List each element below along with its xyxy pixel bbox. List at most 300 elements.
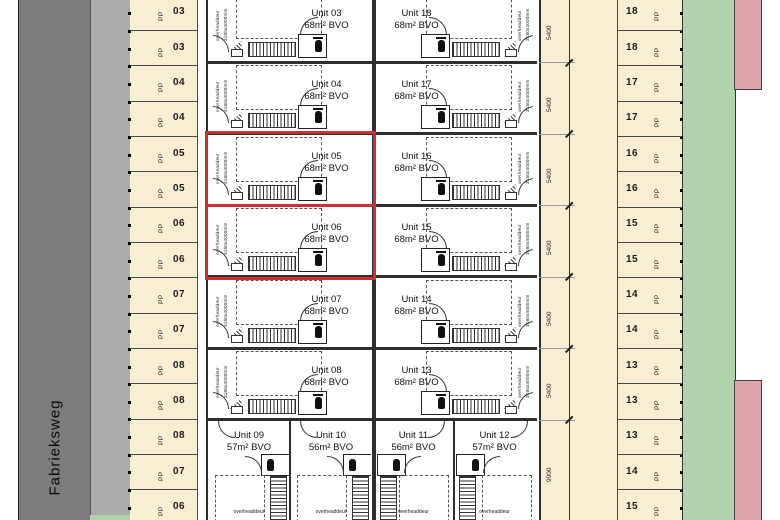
toilet-glyph (315, 111, 322, 123)
unit-area: 68m² BVO (394, 19, 439, 31)
parking-space (617, 215, 682, 233)
door-size-text: 3180x4000mm (222, 222, 228, 255)
dimension-label: 5400 (546, 240, 553, 255)
pp-label: PP (158, 470, 165, 481)
unit-area: 68m² BVO (304, 234, 349, 246)
unit-area: 56m² BVO (308, 441, 354, 453)
stair-icon (452, 113, 500, 128)
unit-name: Unit 05 (311, 150, 342, 162)
meter-box-icon (505, 406, 517, 414)
unit-name: Unit 13 (401, 365, 432, 376)
door-opening (533, 391, 536, 409)
toilet-tank-glyph (313, 37, 323, 39)
door-size-text: 3180x4000mm (524, 7, 530, 41)
dimension-label: 5400 (546, 311, 553, 327)
parking-space (617, 39, 682, 57)
door-size-text: 3180x4000mm (524, 150, 530, 184)
unit-area: 68m² BVO (304, 377, 349, 389)
parking-number: 13 (625, 430, 639, 442)
unit-cell[interactable] (210, 420, 289, 520)
unit-cell[interactable] (376, 62, 536, 134)
unit-label (288, 294, 366, 319)
overheaddeur-text: overheaddeur (516, 9, 522, 41)
door-opening (533, 177, 536, 195)
dimension-label: 9000 (546, 467, 553, 482)
overheaddeur-text: overheaddeur (214, 152, 220, 184)
green-strip (682, 0, 736, 520)
parking-divider (130, 383, 197, 384)
unit-area: 68m² BVO (304, 91, 349, 103)
parking-number: 04 (172, 112, 186, 124)
highlight-divider (205, 204, 376, 207)
unit-name: Unit 08 (311, 365, 342, 376)
door-opening (210, 320, 213, 338)
pp-label: PP (158, 223, 165, 234)
pp-label: PP (654, 364, 661, 375)
overheaddeur-label (516, 0, 532, 41)
parking-space (130, 463, 197, 481)
unit-name: Unit 03 (311, 7, 342, 19)
toilet-glyph (349, 459, 356, 471)
unit-area: 57m² BVO (226, 441, 272, 453)
parking-number: 06 (172, 253, 186, 265)
door-opening (210, 34, 213, 52)
door-size-text: 3180x4000mm (222, 7, 228, 41)
unit-label (376, 430, 452, 455)
pp-label: PP (654, 46, 661, 57)
toilet-tank-glyph (436, 323, 446, 325)
door-size-text: 3180x4000mm (524, 222, 530, 255)
parking-space (130, 321, 197, 339)
parking-number: 07 (172, 324, 186, 336)
parking-number: 08 (172, 394, 186, 406)
unit-name: Unit 04 (311, 79, 342, 90)
unit-name: Unit 12 (479, 429, 510, 441)
overheaddeur-text: overheaddeur (214, 367, 220, 398)
parking-divider (617, 454, 682, 455)
pp-label: PP (654, 223, 661, 234)
wc-icon (421, 177, 450, 201)
parking-number: 15 (625, 500, 639, 512)
parking-divider (130, 489, 197, 490)
unit-name: Unit 15 (401, 222, 432, 233)
door-size-text: 3180x4000mm (524, 365, 530, 398)
unit-cell[interactable] (210, 277, 372, 349)
parking-number: 04 (172, 76, 186, 88)
meter-box-icon (231, 406, 243, 414)
unit-name: Unit 17 (401, 79, 432, 90)
stair-icon (452, 256, 500, 271)
parking-divider (617, 383, 682, 384)
parking-divider (130, 136, 197, 137)
unit-label (378, 222, 456, 247)
overheaddeur-label: overheaddeur (233, 508, 265, 515)
overheaddeur-text: overheaddeur (214, 224, 220, 255)
pp-label: PP (654, 506, 661, 516)
unit-name: Unit 18 (401, 7, 432, 19)
parking-space (617, 3, 682, 21)
toilet-glyph (438, 183, 445, 195)
overheaddeur-text: overheaddeur (214, 9, 220, 41)
wc-icon (456, 454, 485, 476)
unit-cell[interactable] (210, 348, 372, 420)
pp-label: PP (654, 470, 661, 481)
unit-area: 68m² BVO (304, 305, 349, 317)
parking-divider (130, 65, 197, 66)
street-name: Fabrieksweg (46, 398, 64, 496)
unit-label (378, 79, 456, 104)
door-opening (210, 391, 213, 409)
toilet-tank-glyph (436, 108, 446, 110)
parking-divider (617, 65, 682, 66)
toilet-glyph (393, 459, 400, 471)
unit-cell[interactable] (376, 205, 536, 277)
overheaddeur-label (516, 207, 532, 255)
door-size-text: 3180x4000mm (222, 365, 228, 398)
unit-label (378, 365, 456, 390)
parking-number: 03 (172, 6, 186, 18)
parking-space (130, 74, 197, 92)
parking-divider (130, 101, 197, 102)
toilet-tank-glyph (436, 180, 446, 182)
toilet-tank-glyph (436, 251, 446, 253)
unit-label (378, 151, 456, 176)
unit-name: Unit 11 (398, 429, 429, 441)
dimension-label: 5400 (546, 168, 553, 184)
parking-space (617, 392, 682, 410)
adjacent-building-bottom (734, 380, 762, 520)
unit-area: 68m² BVO (394, 162, 439, 174)
pp-label: PP (158, 294, 165, 304)
unit-cell[interactable] (376, 0, 536, 62)
parking-number: 07 (172, 288, 186, 300)
parking-space (130, 286, 197, 304)
overheaddeur-text: overheaddeur (516, 224, 522, 255)
toilet-glyph (438, 326, 445, 338)
unit-label (288, 365, 366, 390)
unit-name: Unit 16 (401, 150, 432, 162)
wc-icon (298, 105, 327, 129)
toilet-glyph (472, 459, 479, 471)
toilet-glyph (315, 397, 322, 409)
unit-label (288, 8, 366, 33)
adjacent-building-top (734, 0, 762, 90)
stair-icon (452, 42, 500, 57)
wc-icon (343, 454, 371, 476)
stair-icon (248, 399, 296, 414)
parking-space (130, 357, 197, 375)
dimension-line (569, 0, 570, 520)
wc-icon (298, 34, 327, 58)
wc-icon (298, 320, 327, 344)
door-size-text: 3180x4000mm (524, 293, 530, 327)
overheaddeur-text: overheaddeur (516, 295, 522, 327)
unit-label (210, 430, 289, 455)
pp-label: PP (158, 188, 165, 198)
door-opening (533, 248, 536, 266)
wc-icon (421, 34, 450, 58)
pp-label: PP (654, 152, 661, 163)
parking-space (617, 109, 682, 127)
parking-divider (617, 171, 682, 172)
pp-label: PP (158, 364, 165, 375)
meter-box-icon (231, 120, 243, 128)
bottom-unit-wall (289, 420, 291, 520)
parking-divider (130, 348, 197, 349)
toilet-glyph (438, 40, 445, 52)
pp-label: PP (158, 117, 165, 128)
parking-divider (617, 348, 682, 349)
pp-label: PP (654, 117, 661, 128)
parking-number: 06 (172, 500, 186, 512)
unit-area: 68m² BVO (304, 19, 349, 31)
parking-space (617, 321, 682, 339)
wc-icon (421, 248, 450, 272)
parking-number: 18 (625, 6, 639, 18)
parking-number: 05 (172, 147, 186, 159)
parking-divider (130, 171, 197, 172)
overheaddeur-label (516, 350, 532, 398)
unit-area: 57m² BVO (472, 441, 517, 453)
overheaddeur-text: overheaddeur (516, 152, 522, 184)
parking-space (617, 145, 682, 163)
dimension-label: 5400 (546, 97, 553, 112)
unit-cell[interactable] (376, 348, 536, 420)
wc-icon (421, 391, 450, 415)
parking-divider (130, 454, 197, 455)
pp-label: PP (158, 400, 165, 410)
stair-icon (452, 328, 500, 343)
overheaddeur-text: overheaddeur (516, 81, 522, 112)
door-size-text: 3180x4000mm (222, 150, 228, 184)
toilet-glyph (315, 326, 322, 338)
unit-name: Unit 07 (311, 293, 342, 305)
door-arc-icon (404, 456, 421, 473)
unit-area: 56m² BVO (391, 441, 436, 453)
parking-divider (617, 489, 682, 490)
parking-divider (130, 277, 197, 278)
drive-aisle (537, 0, 617, 520)
pp-label: PP (654, 400, 661, 410)
overheaddeur-label (516, 279, 532, 327)
toilet-tank-glyph (436, 37, 446, 39)
pp-label: PP (158, 329, 165, 340)
parking-space (130, 427, 197, 445)
wc-icon (421, 320, 450, 344)
pp-label: PP (158, 258, 165, 269)
parking-space (130, 215, 197, 233)
pp-label: PP (654, 11, 661, 22)
unit-cell[interactable] (376, 420, 452, 520)
toilet-glyph (267, 459, 274, 471)
pp-label: PP (654, 329, 661, 340)
stair-icon (248, 328, 296, 343)
parking-space (130, 145, 197, 163)
door-size-text: 3180x4000mm (222, 79, 228, 112)
parking-space (130, 109, 197, 127)
pp-label: PP (654, 294, 661, 304)
pp-label: PP (654, 258, 661, 269)
wc-icon (261, 454, 289, 476)
unit-cell[interactable] (210, 62, 372, 134)
parking-space (617, 357, 682, 375)
pp-label: PP (158, 82, 165, 92)
toilet-glyph (438, 397, 445, 409)
unit-label (288, 79, 366, 104)
parking-divider (130, 419, 197, 420)
parking-number: 08 (172, 359, 186, 371)
meter-box-icon (231, 335, 243, 343)
parking-space (617, 463, 682, 481)
sidewalk (90, 0, 132, 520)
parking-number: 03 (172, 41, 186, 53)
overheaddeur-label (214, 0, 230, 41)
unit-cell[interactable] (455, 420, 535, 520)
parking-number: 16 (625, 147, 639, 159)
pp-label: PP (158, 435, 165, 446)
parking-number: 07 (172, 465, 186, 477)
unit-area: 68m² BVO (394, 305, 439, 317)
unit-area: 68m² BVO (304, 162, 349, 174)
pp-label: PP (654, 82, 661, 92)
parking-space (617, 74, 682, 92)
green-sliver (90, 515, 130, 520)
parking-number: 08 (172, 430, 186, 442)
overheaddeur-label (516, 136, 532, 184)
unit-name: Unit 10 (315, 429, 347, 441)
pp-label: PP (654, 188, 661, 198)
parking-space (617, 427, 682, 445)
pp-label: PP (158, 46, 165, 57)
unit-cell[interactable] (376, 134, 536, 206)
overheaddeur-label (516, 64, 532, 112)
meter-box-icon (231, 49, 243, 57)
overheaddeur-text: overheaddeur (214, 295, 220, 327)
pp-label: PP (158, 152, 165, 163)
overheaddeur-label: overheaddeur (398, 508, 429, 515)
stair-icon (248, 42, 296, 57)
meter-box-icon (505, 120, 517, 128)
parking-number: 17 (625, 76, 639, 88)
overheaddeur-text: overheaddeur (214, 81, 220, 112)
overheaddeur-label (214, 279, 230, 327)
unit-name: Unit 14 (401, 293, 432, 305)
parking-divider (617, 242, 682, 243)
pp-label: PP (654, 435, 661, 446)
toilet-tank-glyph (313, 323, 323, 325)
parking-divider (617, 277, 682, 278)
parking-space (617, 180, 682, 198)
parking-number: 13 (625, 359, 639, 371)
stair-icon (452, 399, 500, 414)
overheaddeur-label (214, 350, 230, 398)
door-opening (533, 320, 536, 338)
parking-divider (617, 136, 682, 137)
unit-name: Unit 06 (311, 222, 342, 233)
toilet-tank-glyph (313, 108, 323, 110)
wc-icon (421, 105, 450, 129)
parking-space (617, 286, 682, 304)
parking-number: 17 (625, 112, 639, 124)
stair-icon (248, 113, 296, 128)
door-arc-icon (483, 456, 500, 473)
parking-space (617, 498, 682, 516)
toilet-glyph (438, 254, 445, 266)
door-size-text: 3180x4000mm (222, 293, 228, 327)
meter-box-icon (505, 49, 517, 57)
pp-label: PP (158, 11, 165, 22)
parking-number: 15 (625, 253, 639, 265)
toilet-tank-glyph (313, 394, 323, 396)
parking-number: 06 (172, 218, 186, 230)
unit-label (292, 430, 371, 455)
parking-divider (617, 207, 682, 208)
door-arc-icon (327, 456, 344, 473)
parking-space (617, 251, 682, 269)
parking-divider (130, 207, 197, 208)
parking-space (130, 498, 197, 516)
overheaddeur-label: overheaddeur (479, 508, 510, 515)
overheaddeur-text: overheaddeur (516, 367, 522, 398)
wc-icon (377, 454, 406, 476)
parking-space (130, 39, 197, 57)
parking-number: 05 (172, 182, 186, 194)
door-opening (533, 34, 536, 52)
dimension-label: 5400 (546, 383, 553, 398)
parking-divider (130, 313, 197, 314)
stair-icon (452, 185, 500, 200)
parking-divider (130, 30, 197, 31)
parking-space (130, 392, 197, 410)
door-arc-icon (245, 456, 262, 473)
dimension-label: 5400 (546, 25, 553, 41)
toilet-tank-glyph (436, 394, 446, 396)
door-size-text: 3180x4000mm (524, 79, 530, 112)
unit-cell[interactable] (292, 420, 371, 520)
parking-number: 14 (625, 288, 639, 300)
meter-box-icon (505, 192, 517, 200)
unit-area: 68m² BVO (394, 91, 439, 103)
parking-divider (617, 313, 682, 314)
parking-divider (130, 242, 197, 243)
unit-label (378, 8, 456, 33)
parking-divider (617, 419, 682, 420)
parking-number: 15 (625, 218, 639, 230)
parking-divider (617, 101, 682, 102)
parking-number: 16 (625, 182, 639, 194)
parking-number: 18 (625, 41, 639, 53)
parking-number: 13 (625, 394, 639, 406)
parking-space (130, 251, 197, 269)
meter-box-icon (505, 335, 517, 343)
wc-icon (298, 391, 327, 415)
door-opening (210, 105, 213, 123)
parking-divider (617, 30, 682, 31)
door-opening (533, 105, 536, 123)
unit-cell[interactable] (210, 0, 372, 62)
road-fabrieksweg (18, 0, 91, 520)
unit-name: Unit 09 (233, 429, 265, 441)
unit-area: 68m² BVO (394, 234, 439, 246)
unit-cell[interactable] (376, 277, 536, 349)
meter-box-icon (505, 263, 517, 271)
toilet-glyph (315, 40, 322, 52)
pp-label: PP (158, 506, 165, 516)
unit-label (378, 294, 456, 319)
parking-space (130, 3, 197, 21)
parking-number: 14 (625, 324, 639, 336)
toilet-glyph (438, 111, 445, 123)
